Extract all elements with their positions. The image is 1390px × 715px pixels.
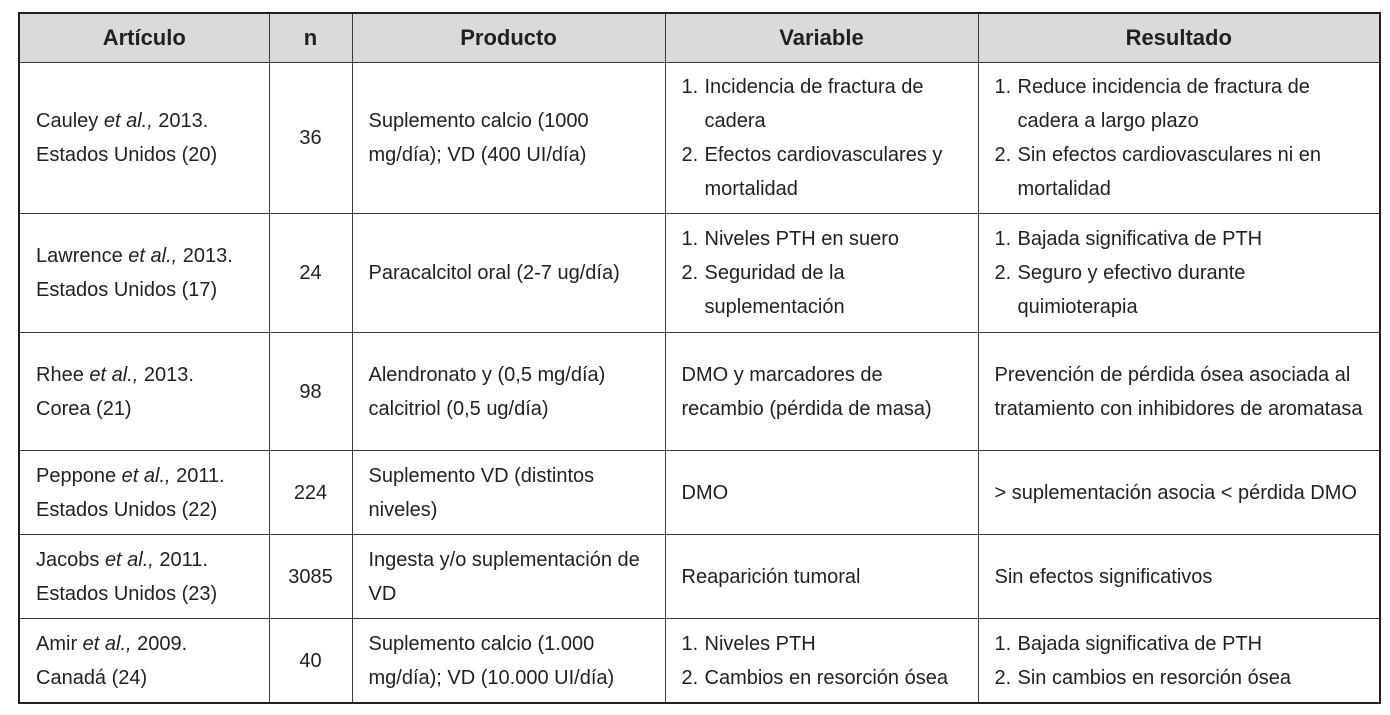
list-item: Sin cambios en resorción ósea xyxy=(1017,666,1291,689)
year: 2011. xyxy=(153,548,208,571)
producto-cell: Suplemento calcio (1000 mg/día); VD (400 UI/día) xyxy=(352,63,665,214)
table-row xyxy=(19,619,1380,703)
year: 2013. xyxy=(152,110,209,133)
n-cell: 3085 xyxy=(269,535,352,619)
et-al: et al., xyxy=(103,110,153,133)
list-item: Bajada significativa de PTH xyxy=(1017,228,1263,251)
et-al: et al., xyxy=(128,245,178,268)
table-row xyxy=(19,214,1380,333)
articulo-cell xyxy=(19,535,269,619)
articulo-cell xyxy=(19,451,269,535)
resultado-cell xyxy=(978,214,1380,333)
author-name: Jacobs xyxy=(36,548,100,571)
table-row xyxy=(19,535,1380,619)
origin: Corea (21) xyxy=(36,397,132,420)
list-item: Sin efectos cardiovasculares ni en mortalidad xyxy=(1017,144,1321,201)
author-name: Lawrence xyxy=(36,245,123,268)
list-item: Incidencia de fractura de cadera xyxy=(704,76,924,133)
list-item: Seguro y efectivo durante quimioterapia xyxy=(1017,262,1246,319)
variable-cell xyxy=(665,63,978,214)
table-row xyxy=(19,451,1380,535)
n-cell: 36 xyxy=(269,63,352,214)
origin: Estados Unidos (23) xyxy=(36,582,218,605)
list-item: Efectos cardiovasculares y mortalidad xyxy=(704,144,943,201)
origin: Estados Unidos (17) xyxy=(36,279,218,302)
origin: Estados Unidos (22) xyxy=(36,498,218,521)
articulo-cell xyxy=(19,619,269,703)
et-al: et al., xyxy=(104,548,154,571)
header-row xyxy=(19,13,1380,63)
producto-cell: Suplemento VD (distintos niveles) xyxy=(352,451,665,535)
list-item: Niveles PTH en suero xyxy=(704,228,900,251)
year: 2013. xyxy=(138,363,194,386)
list-item: Seguridad de la suplementación xyxy=(704,262,845,319)
n-cell: 224 xyxy=(269,451,352,535)
articulo-cell xyxy=(19,63,269,214)
producto-cell: Suplemento calcio (1.000 mg/día); VD (10.000 UI/día) xyxy=(352,619,665,703)
year: 2011. xyxy=(170,464,225,487)
list-item: Cambios en resorción ósea xyxy=(704,666,948,689)
resultado-list xyxy=(995,70,1368,206)
et-al: et al., xyxy=(82,632,132,655)
author-name: Peppone xyxy=(36,464,117,487)
list-item: Bajada significativa de PTH xyxy=(1017,632,1263,655)
table-row xyxy=(19,63,1380,214)
variable-cell xyxy=(665,619,978,703)
articulo-cell xyxy=(19,214,269,333)
origin: Estados Unidos (20) xyxy=(36,144,218,167)
resultado-list xyxy=(995,627,1368,695)
articulo-cell xyxy=(19,333,269,451)
resultado-cell: Sin efectos significativos xyxy=(978,535,1380,619)
variable-cell: DMO y marcadores de recambio (pérdida de masa) xyxy=(665,333,978,451)
producto-cell: Alendronato y (0,5 mg/día) calcitriol (0,5 ug/día) xyxy=(352,333,665,451)
resultado-cell: Prevención de pérdida ósea asociada al tratamiento con inhibidores de aromatasa xyxy=(978,333,1380,451)
variable-cell: Reaparición tumoral xyxy=(665,535,978,619)
year: 2009. xyxy=(131,632,188,655)
variable-list xyxy=(682,70,966,206)
origin: Canadá (24) xyxy=(36,666,148,689)
resultado-cell xyxy=(978,63,1380,214)
variable-cell xyxy=(665,214,978,333)
resultado-list xyxy=(995,222,1368,324)
n-cell: 40 xyxy=(269,619,352,703)
header-n: n xyxy=(269,13,352,63)
header-articulo: Artículo xyxy=(19,13,269,63)
producto-cell: Paracalcitol oral (2-7 ug/día) xyxy=(352,214,665,333)
list-item: Reduce incidencia de fractura de cadera a largo plazo xyxy=(1017,76,1310,133)
n-cell: 98 xyxy=(269,333,352,451)
table-row xyxy=(19,333,1380,451)
list-item: Niveles PTH xyxy=(704,632,816,655)
header-resultado: Resultado xyxy=(978,13,1380,63)
et-al: et al., xyxy=(121,464,171,487)
year: 2013. xyxy=(177,245,233,268)
n-cell: 24 xyxy=(269,214,352,333)
header-producto: Producto xyxy=(352,13,665,63)
et-al: et al., xyxy=(89,363,139,386)
variable-cell: DMO xyxy=(665,451,978,535)
header-variable: Variable xyxy=(665,13,978,63)
results-table xyxy=(18,12,1381,704)
author-name: Rhee xyxy=(36,363,84,386)
resultado-cell: > suplementación asocia < pérdida DMO xyxy=(978,451,1380,535)
producto-cell: Ingesta y/o suplementación de VD xyxy=(352,535,665,619)
resultado-cell xyxy=(978,619,1380,703)
variable-list xyxy=(682,627,966,695)
variable-list xyxy=(682,222,966,324)
author-name: Cauley xyxy=(36,110,99,133)
author-name: Amir xyxy=(36,632,78,655)
